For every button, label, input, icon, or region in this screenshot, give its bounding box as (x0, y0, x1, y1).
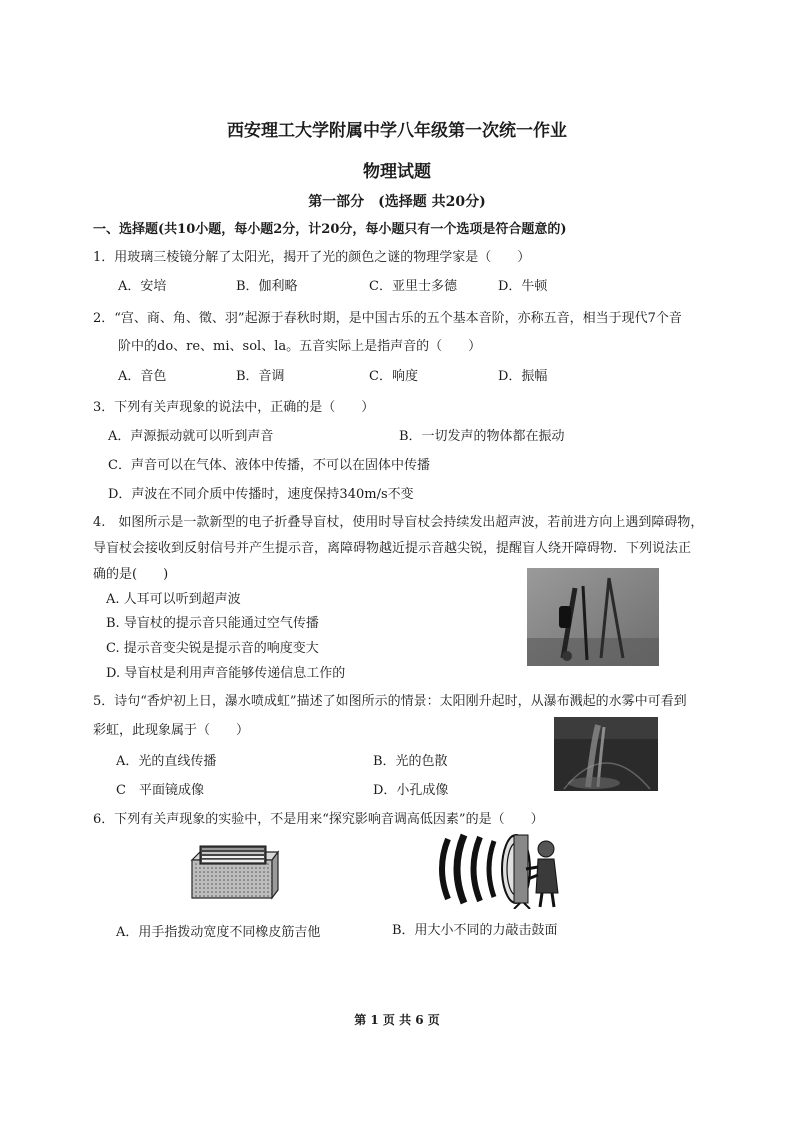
question-4-stem-line-3: 确的是( ) (93, 567, 169, 582)
question-3-stem: 3．下列有关声现象的说法中，正确的是（ ） (93, 400, 375, 415)
part-heading: 第一部分 (选择题 共20分) (308, 194, 486, 210)
question-5-option-b: B．光的色散 (373, 754, 448, 769)
question-5-option-d: D．小孔成像 (373, 783, 449, 798)
question-6-option-b: B．用大小不同的力敲击鼓面 (392, 923, 558, 938)
question-2-stem-line-1: 2．“宫、商、角、徵、羽”起源于春秋时期，是中国古乐的五个基本音阶，亦称五音，相当于现代7个音 (93, 311, 682, 326)
question-1-option-a: A．安培 (118, 279, 167, 294)
question-6-option-a: A．用手指拨动宽度不同橡皮筋吉他 (116, 925, 321, 940)
rubber-band-guitar-figure (186, 838, 282, 902)
blind-cane-photo (527, 568, 659, 666)
question-3-option-b: B．一切发声的物体都在振动 (399, 429, 565, 444)
question-5-option-c: C 平面镜成像 (116, 783, 204, 798)
drum-striking-figure (434, 829, 566, 909)
question-3-option-a: A．声源振动就可以听到声音 (108, 429, 274, 444)
question-2-option-c: C．响度 (369, 369, 418, 384)
question-4-option-d: D. 导盲杖是利用声音能够传递信息工作的 (106, 666, 346, 681)
question-3-option-d: D．声波在不同介质中传播时，速度保持340m/s不变 (108, 487, 414, 502)
page-title: 西安理工大学附属中学八年级第一次统一作业 (227, 121, 567, 141)
question-4-option-c: C. 提示音变尖锐是提示音的响度变大 (106, 641, 319, 656)
page-subtitle: 物理试题 (363, 162, 431, 182)
question-4-stem-line-1: 4. 如图所示是一款新型的电子折叠导盲杖，使用时导盲杖会持续发出超声波，若前进方向上遇到障碍物， (93, 515, 704, 530)
waterfall-rainbow-photo (554, 717, 658, 791)
question-1-option-b: B．伽利略 (236, 279, 298, 294)
question-2-stem-line-2: 阶中的do、re、mi、sol、la。五音实际上是指声音的（ ） (118, 339, 482, 354)
question-6-stem: 6．下列有关声现象的实验中，不是用来“探究影响音调高低因素”的是（ ） (93, 812, 544, 827)
question-4-stem-line-2: 导盲杖会接收到反射信号并产生提示音，离障碍物越近提示音越尖锐，提醒盲人绕开障碍物．下列说法正 (93, 541, 692, 556)
question-3-option-c: C．声音可以在气体、液体中传播，不可以在固体中传播 (108, 458, 430, 473)
question-4-option-b: B. 导盲杖的提示音只能通过空气传播 (106, 616, 319, 631)
question-2-option-a: A．音色 (118, 369, 167, 384)
question-2-option-d: D．振幅 (498, 369, 548, 384)
question-1-stem: 1．用玻璃三棱镜分解了太阳光，揭开了光的颜色之谜的物理学家是（ ） (93, 250, 531, 265)
question-5-option-a: A．光的直线传播 (116, 754, 217, 769)
question-5-stem-line-1: 5．诗句“香炉初上日，瀑水喷成虹”描述了如图所示的情景：太阳刚升起时，从瀑布溅起的水雾中可看到 (93, 694, 687, 709)
section-heading: 一、选择题(共10小题，每小题2分，计20分，每小题只有一个选项是符合题意的) (93, 222, 567, 237)
question-4-option-a: A. 人耳可以听到超声波 (106, 592, 241, 607)
question-2-option-b: B．音调 (236, 369, 285, 384)
question-1-option-d: D．牛顿 (498, 279, 548, 294)
question-1-option-c: C．亚里士多德 (369, 279, 457, 294)
page-footer: 第 1 页 共 6 页 (354, 1013, 440, 1027)
question-5-stem-line-2: 彩虹，此现象属于（ ） (93, 723, 250, 738)
